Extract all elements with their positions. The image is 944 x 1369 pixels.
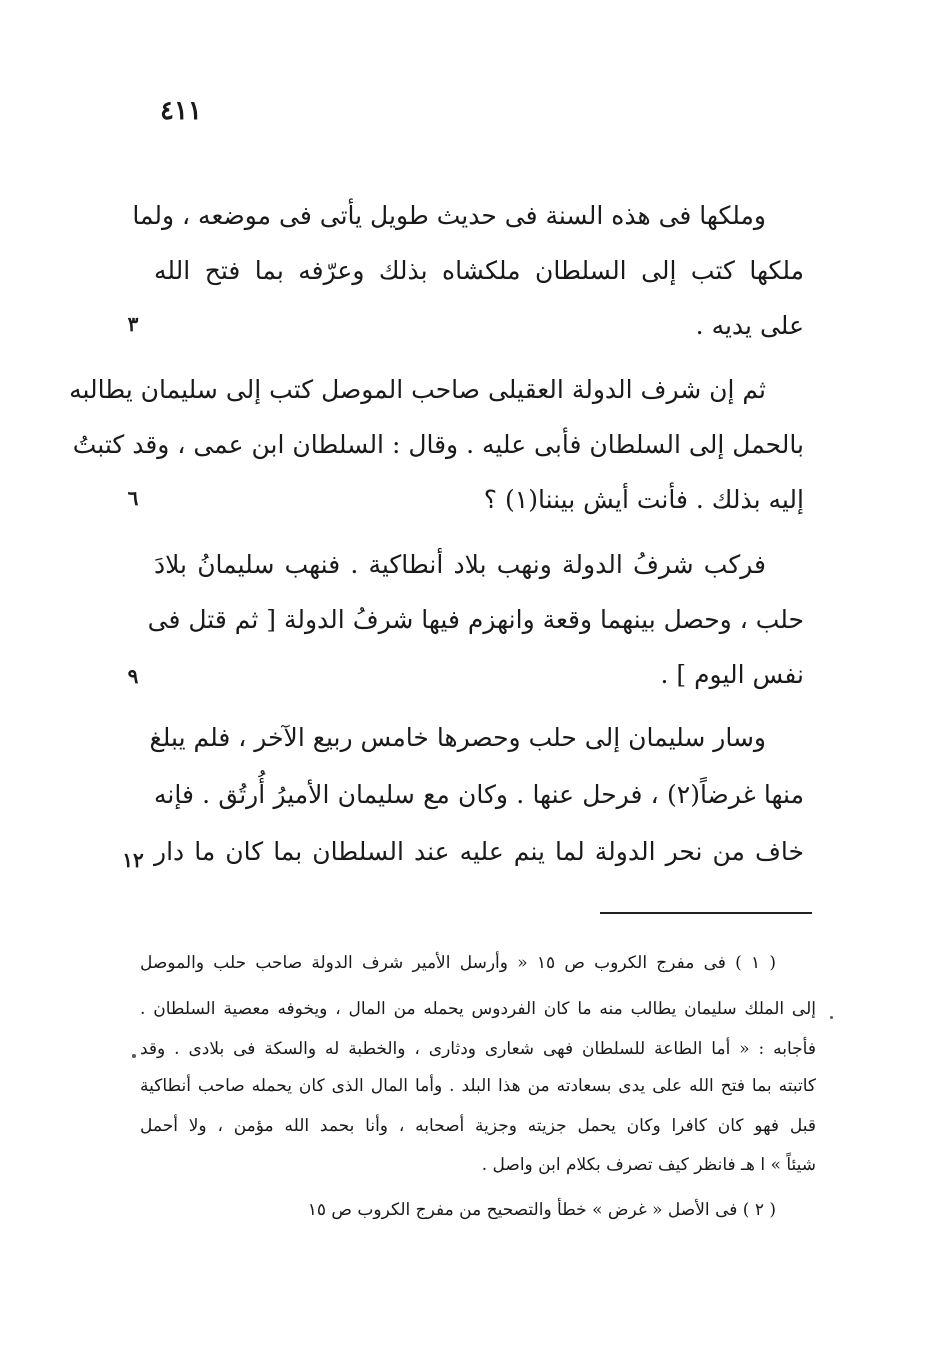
footnote-separator	[600, 912, 812, 914]
body-line: منها غرضاً(٢) ، فرحل عنها . وكان مع سليمان الأميرُ أُرتُق . فإنه	[154, 780, 804, 809]
body-line: على يديه .	[695, 311, 804, 340]
body-line: وسار سليمان إلى حلب وحصرها خامس ربيع الآخر ، فلم يبلغ	[149, 723, 766, 752]
footnote-line: قبل فهو كان كافرا وكان يحمل جزيته وجزية أصحابه ، وأنا بحمد الله مؤمن ، ولا أحمل	[140, 1116, 816, 1136]
body-line: ثم إن شرف الدولة العقيلى صاحب الموصل كتب إلى سليمان يطالبه	[69, 375, 766, 404]
scan-speck	[132, 1054, 136, 1058]
body-line: فركب شرفُ الدولة ونهب بلاد أنطاكية . فنهب سليمانُ بلادَ	[154, 550, 766, 579]
footnote-line: كاتبته بما فتح الله على يدى بسعادته من هذا البلد . وأما المال الذى كان يحمله صاحب أنطاكية	[140, 1076, 816, 1096]
footnote-line: إلى الملك سليمان يطالب منه ما كان الفردوس يحمله من المال ، ويخوفه معصية السلطان .	[140, 999, 816, 1019]
body-line: بالحمل إلى السلطان فأبى عليه . وقال : السلطان ابن عمى ، وقد كتبتُ	[72, 430, 804, 459]
scan-speck	[830, 1016, 833, 1019]
body-line: ملكها كتب إلى السلطان ملكشاه بذلك وعرّفه بما فتح الله	[154, 256, 804, 285]
page-number: ٤١١	[160, 96, 202, 126]
body-line: خاف من نحر الدولة لما ينم عليه عند السلطان بما كان ما دار	[154, 837, 804, 866]
line-marker: ٣	[127, 312, 139, 336]
footnote-line: فأجابه : « أما الطاعة للسلطان فهى شعارى ودثارى ، والخطبة له والسكة فى بلادى . وقد	[140, 1039, 816, 1059]
line-marker: ١٢	[122, 848, 144, 872]
body-line: نفس اليوم ] .	[660, 660, 804, 689]
body-line: حلب ، وحصل بينهما وقعة وانهزم فيها شرفُ الدولة [ ثم قتل فى	[147, 605, 804, 634]
body-line: إليه بذلك . فأنت أيش بيننا(١) ؟	[483, 485, 804, 514]
line-marker: ٩	[127, 664, 139, 688]
body-line: وملكها فى هذه السنة فى حديث طويل يأتى فى موضعه ، ولما	[132, 201, 766, 230]
footnote-line: ( ١ ) فى مفرج الكروب ص ١٥ « وأرسل الأمير شرف الدولة صاحب حلب والموصل	[140, 953, 776, 973]
footnote-line: شيئاً » ا هـ فانظر كيف تصرف بكلام ابن واصل .	[481, 1155, 816, 1175]
footnote-line: ( ٢ ) فى الأصل « غرض » خطأ والتصحيح من مفرج الكروب ص ١٥	[307, 1200, 776, 1220]
line-marker: ٦	[127, 486, 139, 510]
